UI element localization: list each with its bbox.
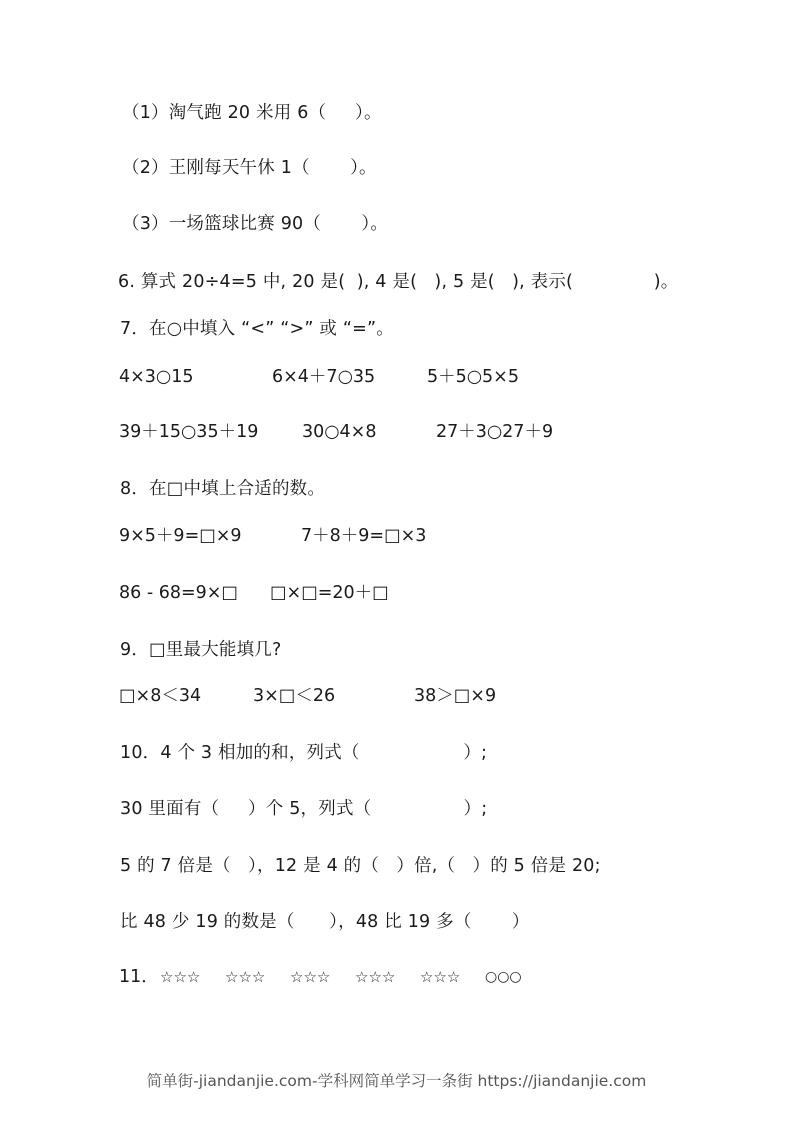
q5-item-3: （3）一场篮球比赛 90（ ）。 [122,214,389,234]
star-group-icon: ☆☆☆ [355,968,396,986]
q7-expr: 5＋5○5×5 [427,367,519,387]
q9-expr: □×8＜34 [119,686,202,706]
star-group-icon: ☆☆☆ [225,968,266,986]
q9-title: 9．□里最大能填几? [120,640,282,660]
q7-title: 7．在○中填入 “<” “>” 或 “=”。 [120,319,394,339]
q9-expr: 3×□＜26 [253,686,336,706]
q8-title: 8．在□中填上合适的数。 [120,479,326,499]
star-group-icon: ☆☆☆ [420,968,461,986]
star-group-icon: ☆☆☆ [290,968,331,986]
q8-expr: □×□=20＋□ [270,583,389,603]
circle-group-icon: ○○○ [485,969,522,985]
footer-watermark: 简单街-jiandanjie.com-学科网简单学习一条街 https://jiandanjie.com [146,1072,647,1090]
q7-expr: 6×4＋7○35 [272,367,376,387]
q7-expr: 30○4×8 [302,422,377,442]
q10-line-3: 5 的 7 倍是（ ），12 是 4 的（ ）倍,（ ）的 5 倍是 20; [120,856,601,876]
q7-expr: 39＋15○35＋19 [119,422,259,442]
q8-expr: 9×5＋9=□×9 [119,526,242,546]
star-group-icon: ☆☆☆ [160,968,201,986]
q5-item-1: （1）淘气跑 20 米用 6（ ）。 [122,103,382,123]
q8-expr: 86 - 68=9×□ [119,583,238,603]
q9-expr: 38＞□×9 [414,686,497,706]
q10-line-4: 比 48 少 19 的数是（ ），48 比 19 多（ ） [120,912,530,932]
q7-expr: 27＋3○27＋9 [436,422,554,442]
q7-expr: 4×3○15 [119,367,194,387]
q6-text: 6. 算式 20÷4=5 中, 20 是( ), 4 是( ), 5 是( ), 表示( )。 [118,272,679,292]
q8-expr: 7＋8＋9=□×3 [301,526,427,546]
q10-line-2: 30 里面有（ ）个 5，列式（ ）; [120,799,488,819]
q11-number: 11． [119,967,159,987]
q5-item-2: （2）王刚每天午休 1（ ）。 [122,158,377,178]
q10-line-1: 10．4 个 3 相加的和，列式（ ）; [120,743,488,763]
